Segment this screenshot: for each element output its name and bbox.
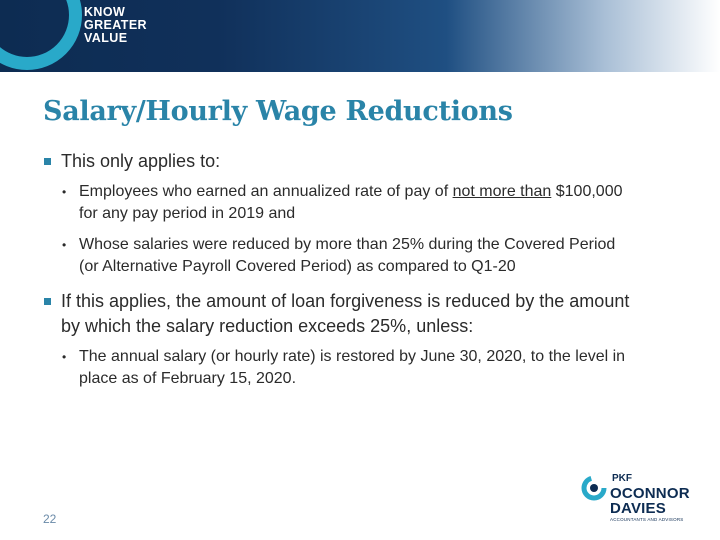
sub-bullet-text: The annual salary (or hourly rate) is restored by June 30, 2020, to the level in place as of February 15, 2020. [79,348,626,387]
text-span: $100,000 for any pay period in 2019 and [79,183,623,222]
sub-bullet-1-2 [62,234,639,278]
dot-bullet-icon: • [62,238,67,252]
bullet-1 [44,149,641,174]
bullet-text: If this applies, the amount of loan forgiveness is reduced by the amount by which the salary reduction exceeds 25%, unless: [61,291,630,336]
sub-bullet-text [79,181,639,225]
bullet-2 [44,289,641,339]
slide-title: Salary/Hourly Wage Reductions [43,96,513,127]
logo-name-line2: DAVIES [610,500,666,517]
header-banner [0,0,720,72]
pkf-oconnor-davies-logo [578,472,708,530]
tagline-line: KNOW [84,5,126,19]
square-bullet-icon [44,298,51,305]
underlined-text: not more than [452,183,552,200]
logo-pkf: PKF [612,473,632,484]
text-span: Employees who earned an annualized rate of pay of [79,183,453,200]
logo-name-line1: OCONNOR [610,485,690,502]
square-bullet-icon [44,158,51,165]
sub-bullet-text: Whose salaries were reduced by more than 25% during the Covered Period (or Alternative Payroll Covered Period) as compared to Q1-20 [79,236,616,275]
ring-logo-icon [580,474,608,502]
ring-logo-icon [0,0,82,70]
tagline-line: GREATER [84,18,147,32]
bullet-text: This only applies to: [61,151,221,171]
dot-bullet-icon: • [62,185,67,199]
sub-bullet-1-1 [62,181,639,225]
tagline-line: VALUE [84,31,128,45]
page-number: 22 [43,512,57,526]
logo-subtitle: ACCOUNTANTS AND ADVISORS [610,517,684,522]
tagline [84,6,147,45]
dot-bullet-icon: • [62,350,67,364]
sub-bullet-2-1 [62,346,639,390]
